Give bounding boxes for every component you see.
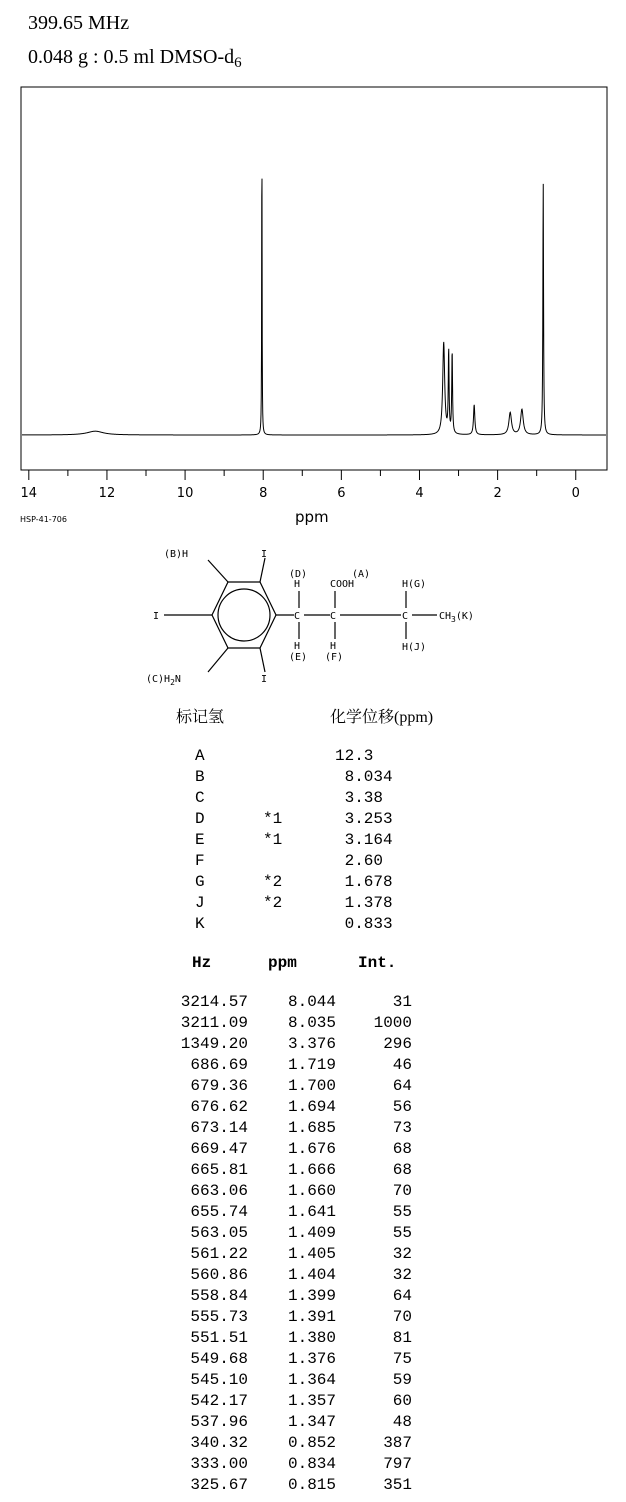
label-i-bottom: I bbox=[261, 674, 268, 685]
assignment-note: *1 bbox=[263, 810, 283, 828]
label-k: (K) bbox=[455, 611, 474, 622]
peak-int: 64 bbox=[392, 1077, 412, 1095]
peak-int: 48 bbox=[392, 1413, 412, 1431]
label-c1: C bbox=[294, 611, 301, 622]
label-ch3-k bbox=[439, 611, 474, 624]
assignment-shift: 8.034 bbox=[335, 768, 393, 786]
assign-header-shift: 化学位移(ppm) bbox=[330, 709, 434, 726]
header-hz: Hz bbox=[192, 954, 212, 972]
peak-hz: 558.84 bbox=[190, 1287, 248, 1305]
assignment-note: *2 bbox=[263, 894, 283, 912]
peak-ppm: 8.035 bbox=[287, 1014, 336, 1032]
assignment-label: K bbox=[195, 915, 205, 933]
peak-row bbox=[160, 1034, 412, 1055]
peak-row bbox=[160, 1202, 412, 1223]
peak-int: 73 bbox=[392, 1119, 412, 1137]
peak-int: 46 bbox=[392, 1056, 412, 1074]
assignment-row bbox=[195, 914, 393, 935]
benzene-ring bbox=[212, 582, 276, 648]
concentration-subscript: 6 bbox=[234, 55, 242, 71]
peak-ppm: 1.694 bbox=[287, 1098, 336, 1116]
label-ch: CH bbox=[439, 611, 452, 622]
peak-row bbox=[160, 1181, 412, 1202]
peak-hz: 549.68 bbox=[190, 1350, 248, 1368]
peak-int: 70 bbox=[392, 1182, 412, 1200]
peak-row bbox=[160, 1391, 412, 1412]
spectrum-code: HSP-41-706 bbox=[20, 515, 67, 524]
assignment-shift: 3.253 bbox=[335, 810, 393, 828]
peak-row bbox=[160, 1454, 412, 1475]
peak-hz: 537.96 bbox=[190, 1413, 248, 1431]
peak-hz: 3214.57 bbox=[180, 993, 248, 1011]
assignment-shift: 3.38 bbox=[335, 789, 384, 807]
label-c-nh2 bbox=[146, 674, 181, 687]
peak-int: 60 bbox=[392, 1392, 412, 1410]
peak-ppm: 1.641 bbox=[287, 1203, 336, 1221]
peak-hz: 669.47 bbox=[190, 1140, 248, 1158]
x-axis-tick-labels bbox=[21, 486, 580, 500]
peak-ppm: 1.700 bbox=[287, 1077, 336, 1095]
peak-hz: 673.14 bbox=[190, 1119, 248, 1137]
peak-hz: 665.81 bbox=[190, 1161, 248, 1179]
assignment-shift: 3.164 bbox=[335, 831, 393, 849]
assign-header-label: 标记氢 bbox=[176, 709, 225, 726]
peak-int: 797 bbox=[383, 1455, 412, 1473]
peak-row bbox=[160, 1139, 412, 1160]
peak-row bbox=[160, 1223, 412, 1244]
peak-int: 64 bbox=[392, 1287, 412, 1305]
peak-int: 31 bbox=[392, 993, 412, 1011]
assignment-table bbox=[195, 746, 393, 935]
assignment-label: J bbox=[195, 894, 205, 912]
label-e: (E) bbox=[289, 652, 308, 663]
spectrometer-frequency: 399.65 MHz bbox=[28, 12, 130, 34]
peak-int: 296 bbox=[383, 1035, 412, 1053]
assignment-label: A bbox=[195, 747, 205, 765]
peak-row bbox=[160, 1013, 412, 1034]
peak-row bbox=[160, 992, 412, 1013]
assignment-row bbox=[195, 872, 393, 893]
x-tick-label: 2 bbox=[493, 486, 502, 500]
assignment-note: *1 bbox=[263, 831, 283, 849]
peak-ppm: 1.409 bbox=[287, 1224, 336, 1242]
x-tick-label: 4 bbox=[415, 486, 424, 500]
assignment-row bbox=[195, 788, 393, 809]
peak-row bbox=[160, 1286, 412, 1307]
label-f-h: H bbox=[330, 641, 337, 652]
label-c-h: (C)H bbox=[146, 674, 171, 685]
assignment-row bbox=[195, 851, 393, 872]
x-tick-label: 6 bbox=[337, 486, 346, 500]
peak-int: 387 bbox=[383, 1434, 412, 1452]
peak-hz: 340.32 bbox=[190, 1434, 248, 1452]
peak-ppm: 1.666 bbox=[287, 1161, 336, 1179]
label-j: H(J) bbox=[402, 642, 427, 653]
bond-i-top bbox=[260, 558, 265, 582]
label-f: (F) bbox=[325, 652, 344, 663]
peak-row bbox=[160, 1433, 412, 1454]
concentration-text: 0.048 g : 0.5 ml DMSO-d bbox=[28, 46, 235, 68]
label-i-left: I bbox=[153, 611, 160, 622]
peak-hz: 333.00 bbox=[190, 1455, 248, 1473]
x-axis-label: ppm bbox=[295, 508, 329, 526]
peak-row bbox=[160, 1349, 412, 1370]
peak-hz: 545.10 bbox=[190, 1371, 248, 1389]
header-int: Int. bbox=[358, 954, 397, 972]
label-d-h: H bbox=[294, 579, 301, 590]
bond-nh2 bbox=[208, 648, 228, 672]
bond-i-bottom bbox=[260, 648, 265, 672]
peak-hz: 3211.09 bbox=[180, 1014, 248, 1032]
peak-int: 68 bbox=[392, 1161, 412, 1179]
peak-ppm: 1.347 bbox=[287, 1413, 336, 1431]
x-tick-label: 12 bbox=[98, 486, 116, 500]
peak-row bbox=[160, 1475, 412, 1496]
peak-int: 55 bbox=[392, 1203, 412, 1221]
peak-int: 70 bbox=[392, 1308, 412, 1326]
x-tick-label: 0 bbox=[571, 486, 580, 500]
label-cooh: COOH bbox=[330, 579, 355, 590]
peak-ppm: 1.357 bbox=[287, 1392, 336, 1410]
label-c3: C bbox=[402, 611, 409, 622]
peak-int: 1000 bbox=[373, 1014, 412, 1032]
peak-hz: 655.74 bbox=[190, 1203, 248, 1221]
assignment-row bbox=[195, 893, 393, 914]
peak-ppm: 1.404 bbox=[287, 1266, 336, 1284]
label-c-n: N bbox=[174, 674, 181, 685]
assignment-label: C bbox=[195, 789, 205, 807]
assignment-row bbox=[195, 809, 393, 830]
peak-int: 55 bbox=[392, 1224, 412, 1242]
assignment-label: G bbox=[195, 873, 205, 891]
aromatic-circle bbox=[218, 589, 270, 641]
assignment-label: F bbox=[195, 852, 205, 870]
peak-row bbox=[160, 1160, 412, 1181]
peak-row bbox=[160, 1412, 412, 1433]
x-axis-ticks bbox=[29, 470, 576, 480]
label-c-sub: 2 bbox=[170, 678, 175, 687]
peak-row bbox=[160, 1265, 412, 1286]
peak-hz: 555.73 bbox=[190, 1308, 248, 1326]
peak-ppm: 1.380 bbox=[287, 1329, 336, 1347]
peak-table bbox=[160, 992, 412, 1496]
peak-hz: 676.62 bbox=[190, 1098, 248, 1116]
peak-hz: 561.22 bbox=[190, 1245, 248, 1263]
peak-hz: 560.86 bbox=[190, 1266, 248, 1284]
label-g: H(G) bbox=[402, 579, 427, 590]
peak-row bbox=[160, 1370, 412, 1391]
assignment-shift: 12.3 bbox=[335, 747, 374, 765]
peak-int: 351 bbox=[383, 1476, 412, 1494]
x-tick-label: 8 bbox=[259, 486, 268, 500]
assignment-note: *2 bbox=[263, 873, 283, 891]
peak-row bbox=[160, 1118, 412, 1139]
peak-hz: 551.51 bbox=[190, 1329, 248, 1347]
peak-ppm: 0.815 bbox=[287, 1476, 336, 1494]
x-tick-label: 10 bbox=[176, 486, 194, 500]
peak-hz: 663.06 bbox=[190, 1182, 248, 1200]
peak-ppm: 1.391 bbox=[287, 1308, 336, 1326]
x-tick-label: 14 bbox=[20, 486, 38, 500]
assignment-label: D bbox=[195, 810, 205, 828]
assignment-shift: 1.378 bbox=[335, 894, 393, 912]
bond-h-b bbox=[208, 560, 228, 582]
label-i-top: I bbox=[261, 549, 268, 560]
assignment-row bbox=[195, 830, 393, 851]
sample-concentration bbox=[28, 46, 242, 69]
assignment-shift: 1.678 bbox=[335, 873, 393, 891]
peak-hz: 542.17 bbox=[190, 1392, 248, 1410]
peak-ppm: 1.405 bbox=[287, 1245, 336, 1263]
assignment-label: B bbox=[195, 768, 205, 786]
peak-ppm: 3.376 bbox=[287, 1035, 336, 1053]
assignment-row bbox=[195, 746, 393, 767]
peak-hz: 679.36 bbox=[190, 1077, 248, 1095]
label-e-h: H bbox=[294, 641, 301, 652]
peak-ppm: 1.399 bbox=[287, 1287, 336, 1305]
peak-hz: 1349.20 bbox=[180, 1035, 248, 1053]
peak-ppm: 1.364 bbox=[287, 1371, 336, 1389]
label-a: (A) bbox=[352, 569, 371, 580]
peak-ppm: 1.376 bbox=[287, 1350, 336, 1368]
label-d: (D) bbox=[289, 569, 308, 580]
peak-ppm: 1.685 bbox=[287, 1119, 336, 1137]
assignment-label: E bbox=[195, 831, 205, 849]
peak-row bbox=[160, 1328, 412, 1349]
peak-int: 68 bbox=[392, 1140, 412, 1158]
peak-hz: 686.69 bbox=[190, 1056, 248, 1074]
plot-frame bbox=[21, 87, 607, 470]
peak-row bbox=[160, 1055, 412, 1076]
peak-int: 59 bbox=[392, 1371, 412, 1389]
label-c2: C bbox=[330, 611, 337, 622]
header-ppm: ppm bbox=[268, 954, 297, 972]
peak-ppm: 0.834 bbox=[287, 1455, 336, 1473]
peak-ppm: 1.719 bbox=[287, 1056, 336, 1074]
assignment-shift: 0.833 bbox=[335, 915, 393, 933]
peak-ppm: 1.676 bbox=[287, 1140, 336, 1158]
peak-ppm: 1.660 bbox=[287, 1182, 336, 1200]
peak-int: 56 bbox=[392, 1098, 412, 1116]
peak-ppm: 8.044 bbox=[287, 993, 336, 1011]
nmr-spectrum-chart bbox=[0, 80, 626, 500]
peak-hz: 563.05 bbox=[190, 1224, 248, 1242]
peak-int: 32 bbox=[392, 1245, 412, 1263]
peak-ppm: 0.852 bbox=[287, 1434, 336, 1452]
label-ch3-sub: 3 bbox=[451, 615, 456, 624]
assignment-shift: 2.60 bbox=[335, 852, 384, 870]
peak-row bbox=[160, 1097, 412, 1118]
peak-int: 32 bbox=[392, 1266, 412, 1284]
label-b: (B)H bbox=[164, 549, 189, 560]
assignment-row bbox=[195, 767, 393, 788]
molecular-structure bbox=[140, 540, 500, 690]
peak-int: 75 bbox=[392, 1350, 412, 1368]
peak-hz: 325.67 bbox=[190, 1476, 248, 1494]
peak-row bbox=[160, 1076, 412, 1097]
peak-row bbox=[160, 1307, 412, 1328]
spectrum-trace bbox=[22, 179, 606, 435]
peak-row bbox=[160, 1244, 412, 1265]
peak-int: 81 bbox=[392, 1329, 412, 1347]
